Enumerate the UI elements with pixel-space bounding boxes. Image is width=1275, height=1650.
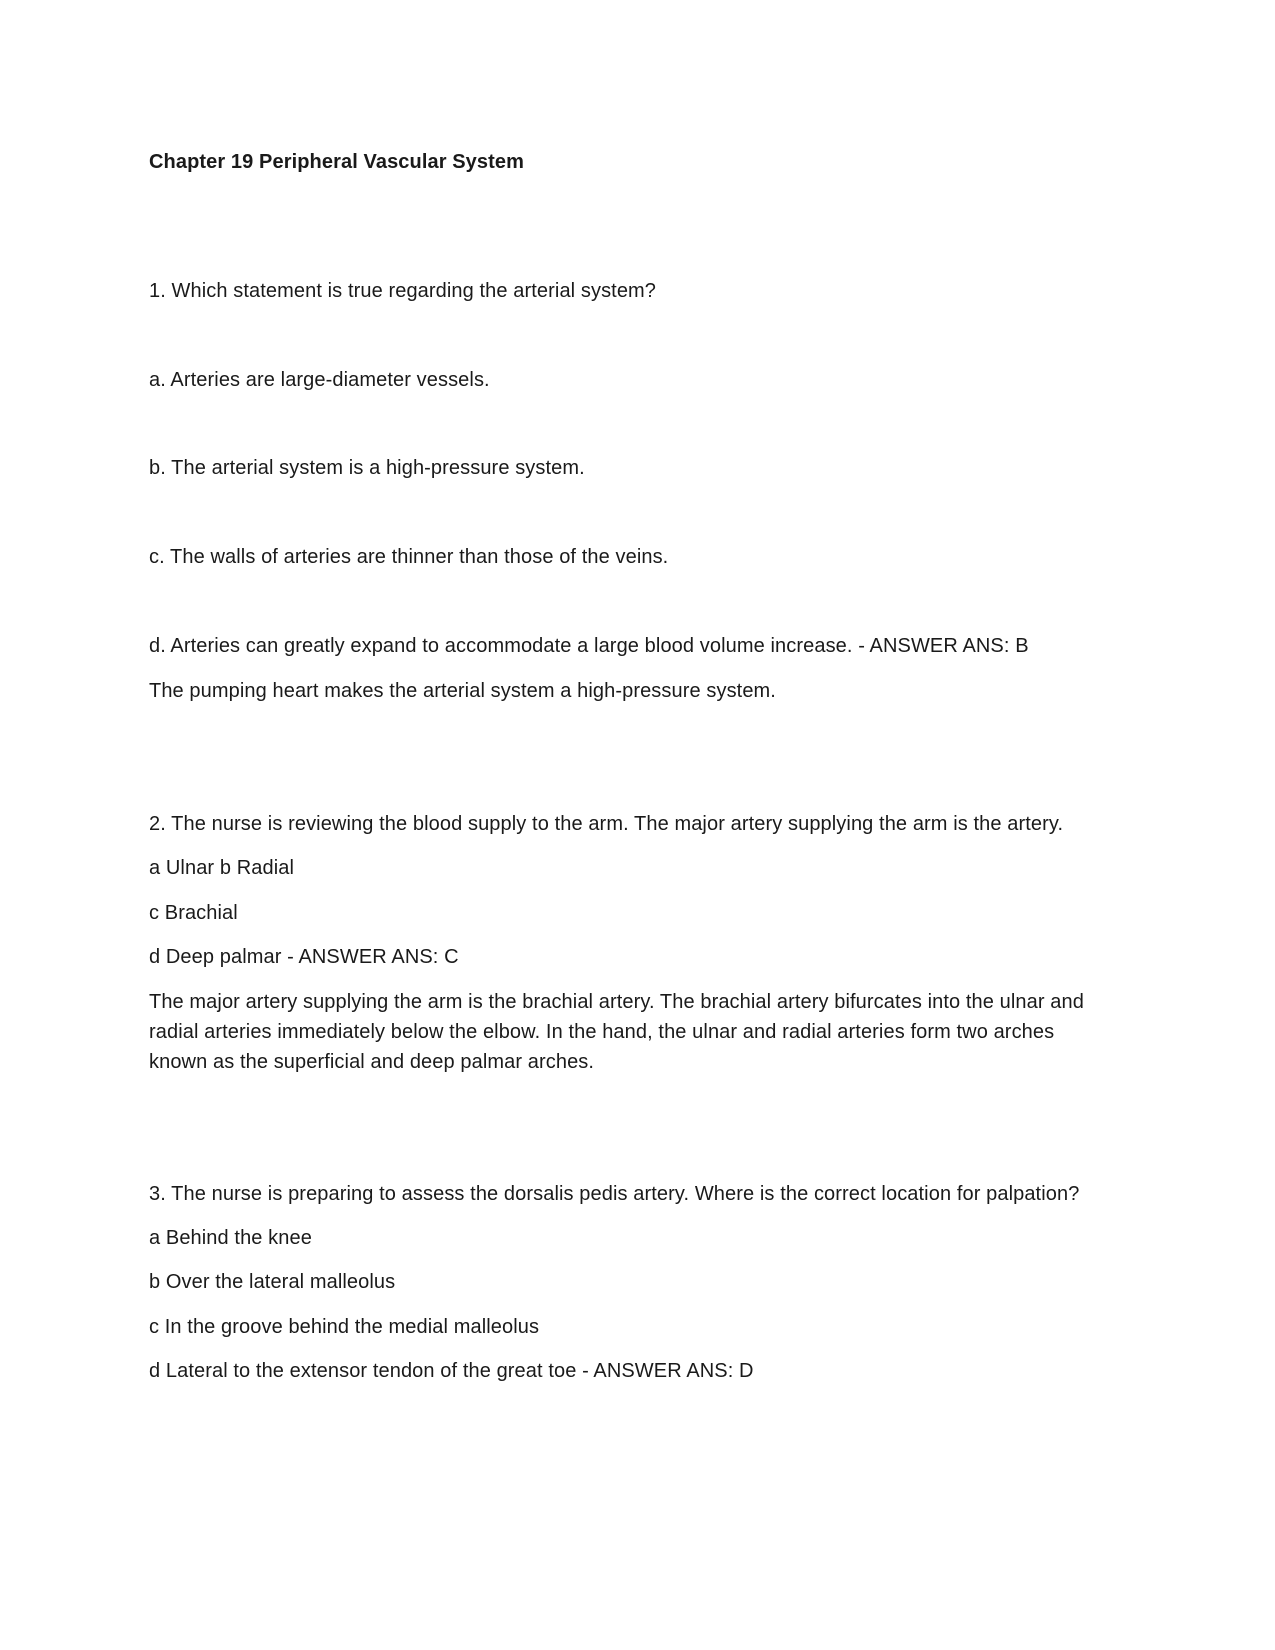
question-1-rationale: The pumping heart makes the arterial system a high-pressure system. xyxy=(149,680,776,702)
question-2: 2. The nurse is reviewing the blood supply to the arm. The major artery supplying the arm is the artery. xyxy=(149,813,1064,835)
question-2-rationale: The major artery supplying the arm is the brachial artery. The brachial artery bifurcates into the ulnar and radial arteries immediately below the elbow. In the hand, the ulnar and radial arteries form two arches known as the superficial and deep palmar arches. xyxy=(149,991,1084,1073)
question-1-option-a: a. Arteries are large-diameter vessels. xyxy=(149,369,490,391)
question-1-option-b: b. The arterial system is a high-pressure system. xyxy=(149,457,585,479)
question-2-option-ab: a Ulnar b Radial xyxy=(149,857,295,879)
question-3-option-c: c In the groove behind the medial malleolus xyxy=(149,1316,540,1338)
question-3-option-a: a Behind the knee xyxy=(149,1227,312,1249)
page-title: Chapter 19 Peripheral Vascular System xyxy=(149,151,524,173)
question-3-option-d: d Lateral to the extensor tendon of the great toe - ANSWER ANS: D xyxy=(149,1360,754,1382)
question-1-option-d: d. Arteries can greatly expand to accommodate a large blood volume increase. - ANSWER ANS: B xyxy=(149,635,1029,657)
question-1: 1. Which statement is true regarding the arterial system? xyxy=(149,280,657,302)
question-1-option-c: c. The walls of arteries are thinner than those of the veins. xyxy=(149,546,669,568)
question-2-option-c: c Brachial xyxy=(149,902,238,924)
question-3: 3. The nurse is preparing to assess the dorsalis pedis artery. Where is the correct location for palpation? xyxy=(149,1183,1080,1205)
question-2-option-d: d Deep palmar - ANSWER ANS: C xyxy=(149,946,459,968)
question-3-option-b: b Over the lateral malleolus xyxy=(149,1271,396,1293)
